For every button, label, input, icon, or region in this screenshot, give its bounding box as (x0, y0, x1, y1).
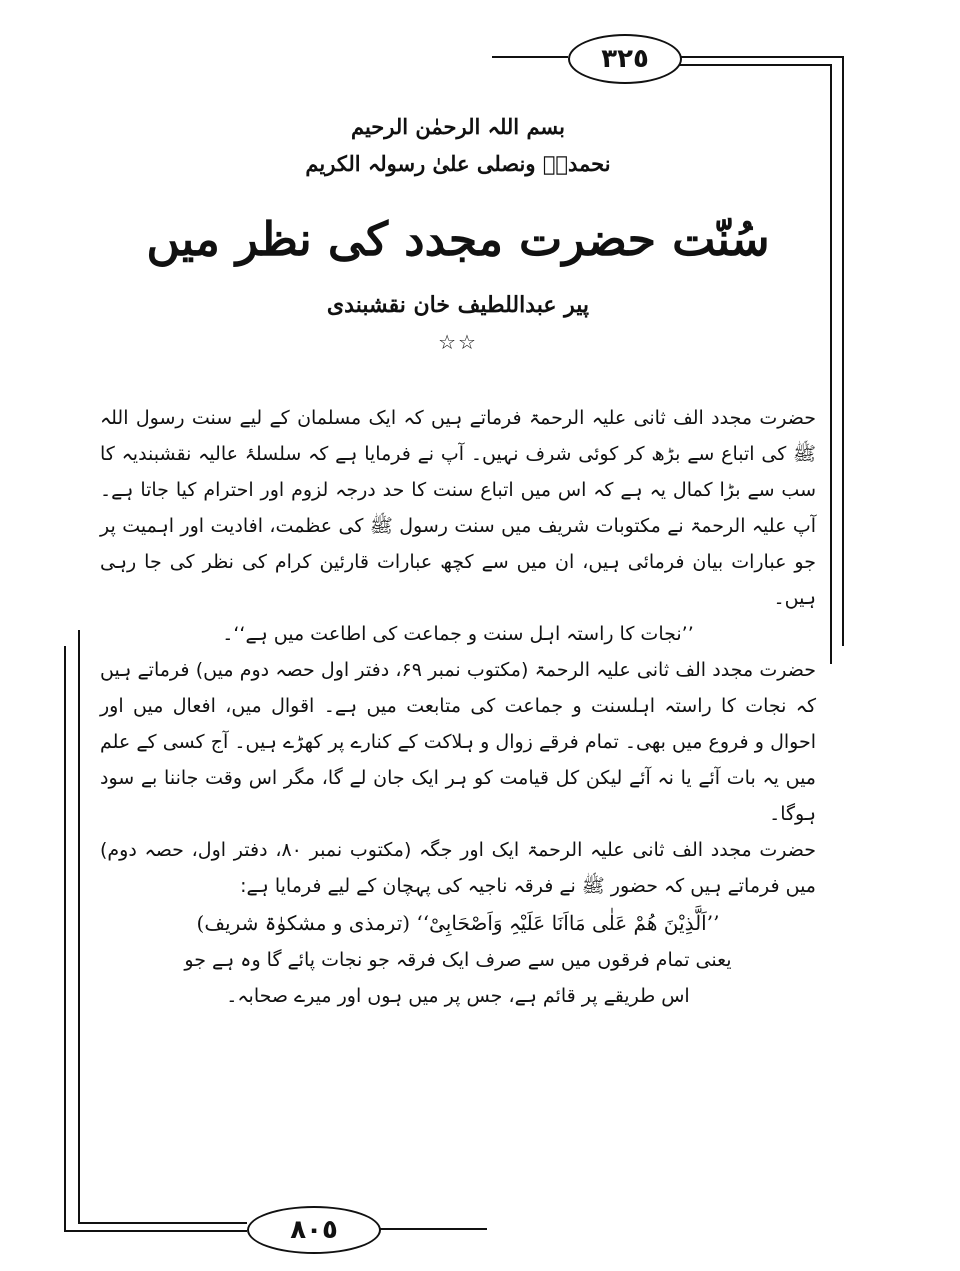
quote-salvation: ’’نجات کا راستہ اہل سنت و جماعت کی اطاعت میں ہے‘‘۔ (222, 623, 694, 645)
frame-bottom-line-inner (78, 1222, 247, 1224)
paragraph-2: حضرت مجدد الف ثانی علیہ الرحمۃ (مکتوب نمبر ۶۹، دفتر اول حصہ دوم میں) فرماتے ہیں کہ نجات کا راستہ اہلسنت و جماعت کی متابعت میں ہے۔ اقوال میں، افعال میں اور احوال و فروع میں بھی۔ تمام فرقے زوال و ہلاکت کے کنارے پر کھڑے ہیں۔ آج کسی کے علم میں یہ بات آئے یا نہ آئے لیکن کل قیامت کو ہر ایک جان لے گا، مگر اس وقت جاننا بے سود ہوگا۔ (100, 659, 816, 825)
star-separator: ☆☆ (438, 330, 478, 354)
article-author: پیر عبداللطیف خان نقشبندی (326, 292, 590, 318)
page-number-top (568, 34, 682, 84)
page-content (100, 110, 816, 1014)
page-number-top-text: ٣٢٥ (601, 44, 649, 74)
page-number-bottom (247, 1206, 381, 1254)
arabic-hadith-quote: ’’اَلَّذِیْنَ ھُمْ عَلٰی مَااَنَا عَلَیْہِ وَاَصْحَابِیْ‘‘ (ترمذی و مشکوٰۃ شریف) (196, 911, 720, 935)
frame-top-left-line (492, 56, 568, 58)
article-title: سُنّت حضرت مجدد کی نظر میں (146, 212, 770, 266)
frame-top-line (678, 56, 844, 58)
translation-line-1: یعنی تمام فرقوں میں سے صرف ایک فرقہ جو نجات پائے گا وہ ہے جو (184, 949, 732, 971)
frame-top-line-inner (678, 64, 832, 66)
paragraph-3: حضرت مجدد الف ثانی علیہ الرحمۃ ایک اور جگہ (مکتوب نمبر ۸۰، دفتر اول، حصہ دوم) میں فرماتے ہیں کہ حضور ﷺ نے فرقہ ناجیہ کی پہچان کے لیے فرمایا ہے: (100, 839, 817, 897)
article-body (100, 400, 816, 1014)
translation-line-2: اس طریقے پر قائم ہے، جس پر میں ہوں اور میرے صحابہ۔ (226, 985, 690, 1007)
frame-bottom-line (64, 1230, 247, 1232)
frame-right-outer-line (842, 56, 844, 646)
hamd-line: نحمدہٗ ونصلی علیٰ رسولہ الکریم (305, 151, 611, 176)
basmala: بسم اللہ الرحمٰن الرحیم (350, 114, 566, 139)
frame-right-inner-line (830, 64, 832, 664)
frame-left-inner-line (78, 630, 80, 1224)
paragraph-1: حضرت مجدد الف ثانی علیہ الرحمۃ فرماتے ہیں کہ ایک مسلمان کے لیے سنت رسول اللہ ﷺ کی اتباع سے بڑھ کر کوئی شرف نہیں۔ آپ نے فرمایا ہے کہ سلسلۂ عالیہ نقشبندیہ کا سب سے بڑا کمال یہ ہے کہ اس میں اتباع سنت کا حد درجہ لزوم اور احترام کیا جاتا ہے۔ آپ علیہ الرحمۃ نے مکتوبات شریف میں سنت رسول ﷺ کی عظمت، افادیت اور اہمیت پر جو عبارات بیان فرمائی ہیں، ان میں سے کچھ عبارات قارئین کرام کی نظر کی جا رہی ہیں۔ (100, 407, 816, 609)
page-number-bottom-text: ٨٠٥ (290, 1215, 338, 1245)
frame-bottom-right-line (377, 1228, 487, 1230)
frame-left-outer-line (64, 646, 66, 1232)
